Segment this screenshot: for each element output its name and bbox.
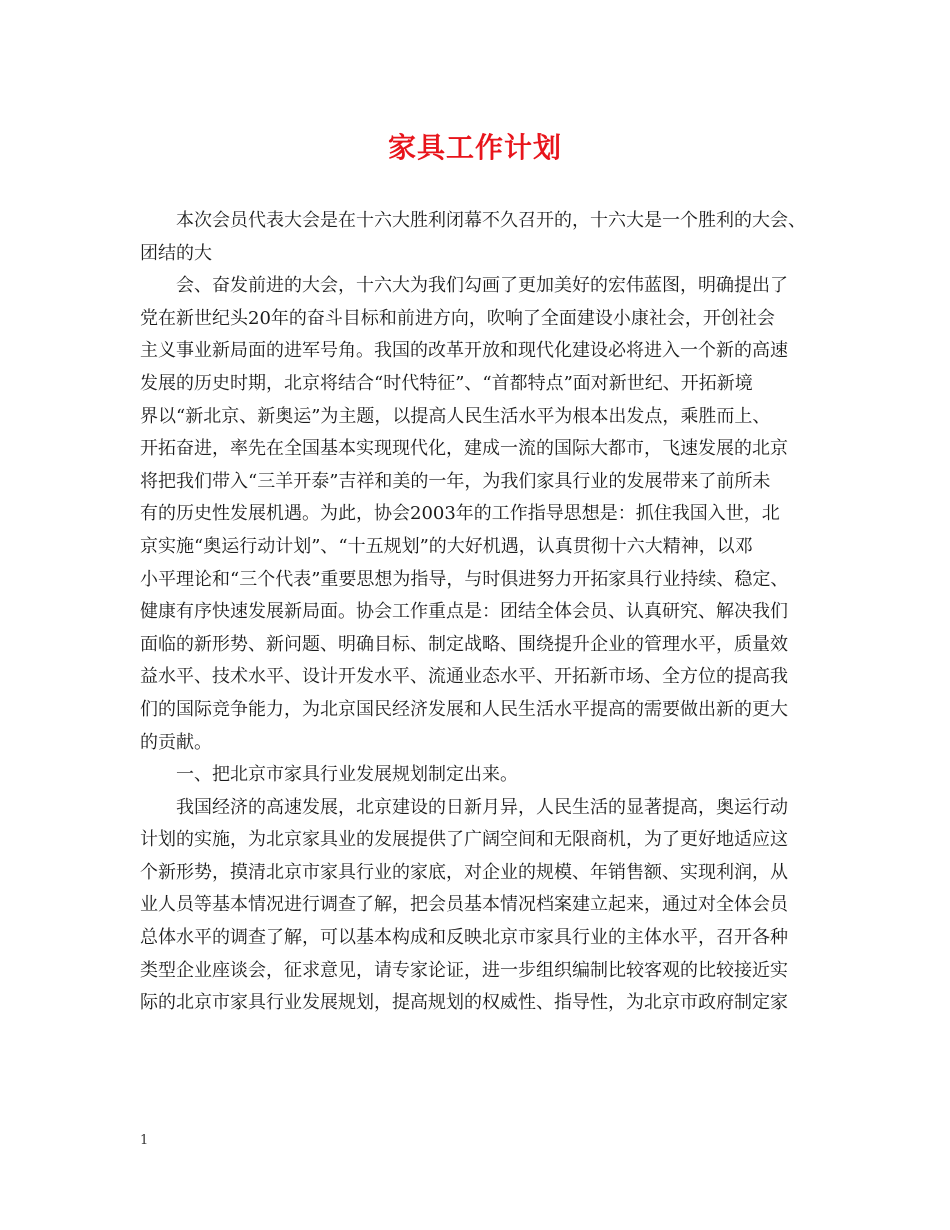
text-line: 团结的大 (140, 242, 212, 264)
section-heading: 一、把北京市家具行业发展规划制定出来。 (176, 764, 518, 786)
text-line: 开拓奋进，率先在全国基本实现现代化，建成一流的国际大都市，飞速发展的北京 (140, 438, 788, 460)
text-line: 党在新世纪头20年的奋斗目标和前进方向，吹响了全面建设小康社会，开创社会 (140, 307, 775, 329)
text-line: 们的国际竞争能力，为北京国民经济发展和人民生活水平提高的需要做出新的更大 (140, 698, 788, 720)
page-number: 1 (140, 1133, 149, 1148)
text-line: 健康有序快速发展新局面。协会工作重点是：团结全体会员、认真研究、解决我们 (140, 601, 788, 623)
text-line: 发展的历史时期，北京将结合“时代特征”、“首都特点”面对新世纪、开拓新境 (140, 372, 753, 394)
text-line: 的贡献。 (140, 731, 212, 753)
text-line: 类型企业座谈会，征求意见，请专家论证，进一步组织编制比较客观的比较接近实 (140, 959, 788, 981)
text-line: 际的北京市家具行业发展规划，提高规划的权威性、指导性，为北京市政府制定家 (140, 992, 788, 1014)
text-line: 益水平、技术水平、设计开发水平、流通业态水平、开拓新市场、全方位的提高我 (140, 666, 788, 688)
page-title: 家具工作计划 (387, 131, 562, 164)
text-line: 界以“新北京、新奥运”为主题，以提高人民生活水平为根本出发点，乘胜而上、 (140, 405, 771, 427)
text-line: 总体水平的调查了解，可以基本构成和反映北京市家具行业的主体水平，召开各种 (140, 927, 788, 949)
text-line: 个新形势，摸清北京市家具行业的家底，对企业的规模、年销售额、实现利润，从 (140, 861, 788, 883)
text-line: 本次会员代表大会是在十六大胜利闭幕不久召开的，十六大是一个胜利的大会、 (176, 210, 806, 231)
text-line: 我国经济的高速发展，北京建设的日新月异，人民生活的显著提高，奥运行动 (176, 796, 788, 818)
text-line: 将把我们带入“三羊开泰”吉祥和美的一年，为我们家具行业的发展带来了前所未 (140, 470, 771, 492)
text-line: 会、奋发前进的大会，十六大为我们勾画了更加美好的宏伟蓝图，明确提出了 (176, 275, 788, 297)
text-line: 业人员等基本情况进行调查了解，把会员基本情况档案建立起来，通过对全体会员 (140, 894, 788, 916)
text-line: 京实施“奥运行动计划”、“十五规划”的大好机遇，认真贯彻十六大精神，以邓 (140, 535, 753, 557)
text-line: 有的历史性发展机遇。为此，协会2003年的工作指导思想是：抓住我国入世，北 (140, 503, 780, 525)
text-line: 面临的新形势、新问题、明确目标、制定战略、围绕提升企业的管理水平，质量效 (140, 633, 788, 655)
text-line: 主义事业新局面的进军号角。我国的改革开放和现代化建设必将进入一个新的高速 (140, 340, 788, 362)
document-body (140, 205, 812, 1020)
text-line: 计划的实施，为北京家具业的发展提供了广阔空间和无限商机，为了更好地适应这 (140, 829, 788, 851)
text-line: 小平理论和“三个代表”重要思想为指导，与时俱进努力开拓家具行业持续、稳定、 (140, 568, 789, 590)
